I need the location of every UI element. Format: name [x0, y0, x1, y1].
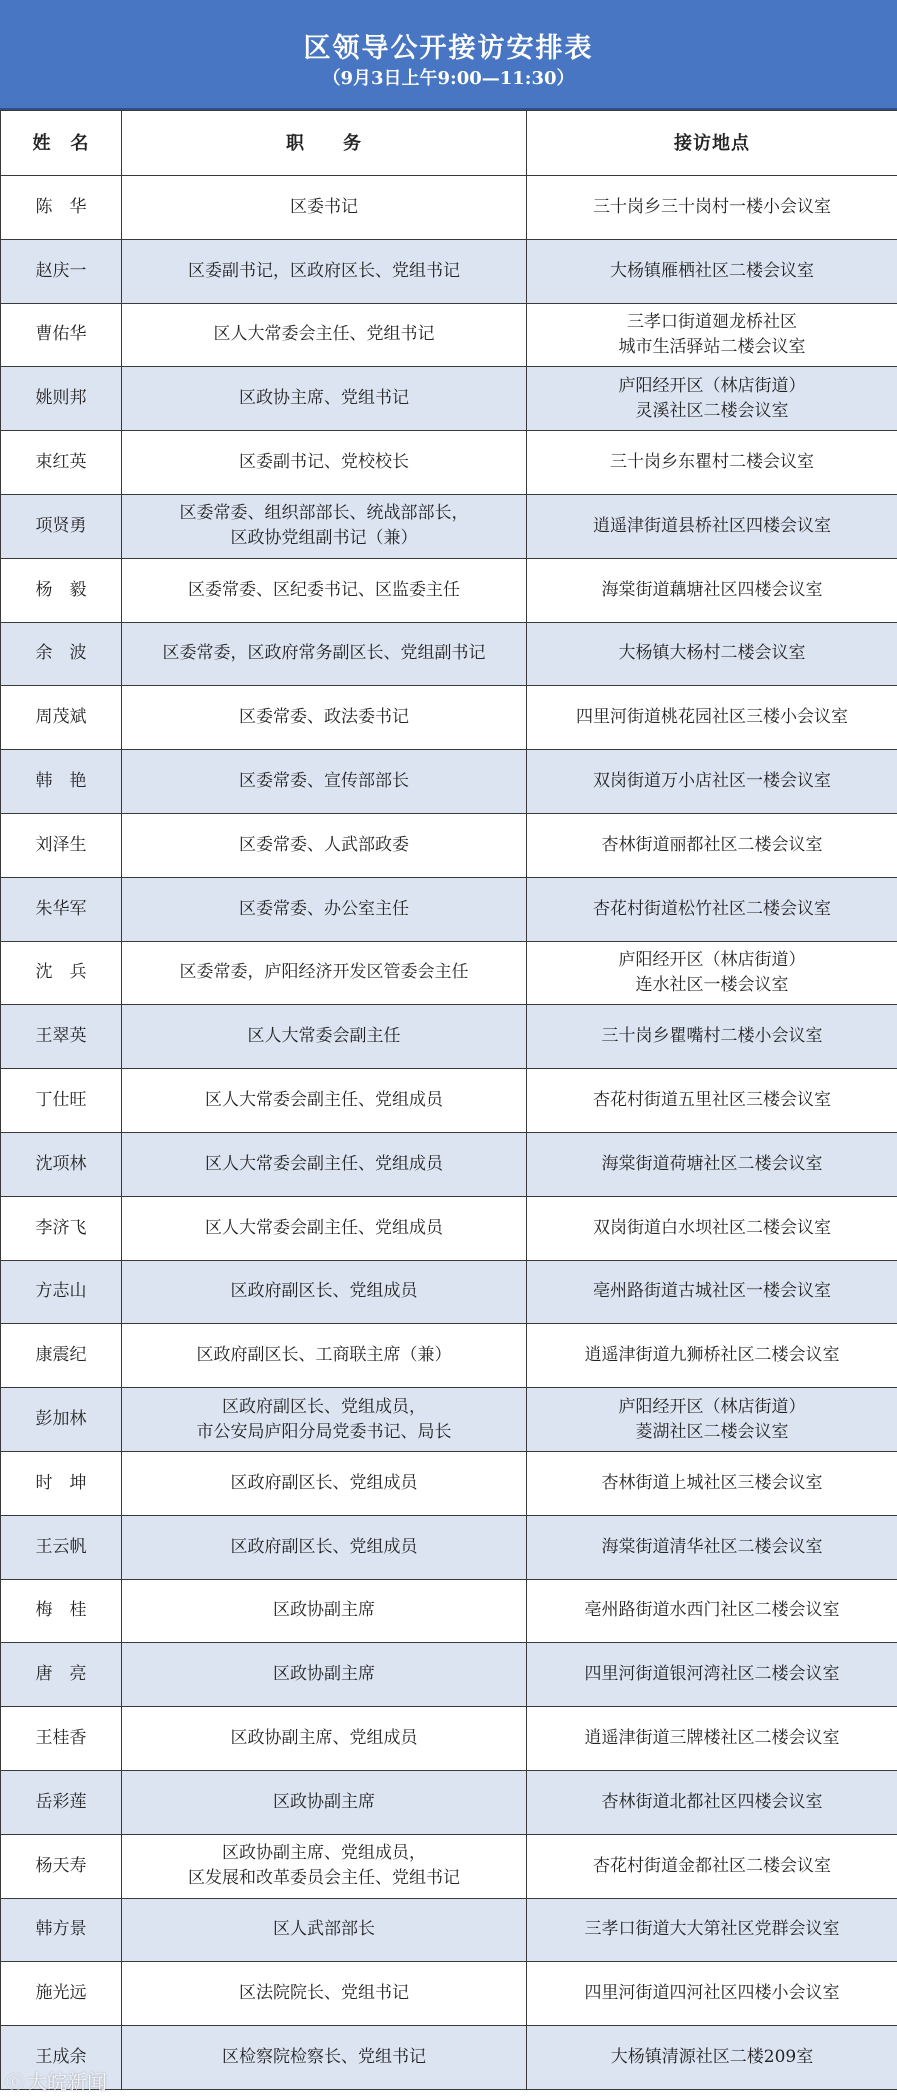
cell-location-line: 海棠街道清华社区二楼会议室	[601, 1536, 823, 1557]
cell-position-line: 区发展和改革委员会主任、党组书记	[188, 1868, 460, 1889]
cell-position	[122, 1132, 527, 1196]
schedule-table	[0, 110, 897, 2090]
cell-location	[527, 303, 897, 367]
cell-location-line: 三孝口街道大大第社区党群会议室	[584, 1919, 840, 1940]
cell-location-line: 三十岗乡三十岗村一楼小会议室	[593, 196, 831, 217]
cell-name: 方志山	[1, 1260, 122, 1324]
cell-name: 束红英	[1, 431, 122, 495]
app-logo-icon: ⓒ	[6, 2073, 24, 2094]
cell-name: 周茂斌	[1, 686, 122, 750]
cell-position-line: 区人武部部长	[273, 1919, 375, 1940]
cell-location	[527, 558, 897, 622]
cell-position-line: 区委常委、组织部部长、统战部部长，	[179, 503, 469, 524]
table-header-banner	[0, 0, 897, 110]
cell-name: 沈项林	[1, 1132, 122, 1196]
cell-location-line: 海棠街道荷塘社区二楼会议室	[601, 1153, 823, 1174]
cell-location	[527, 239, 897, 303]
cell-location-line: 连水社区一楼会议室	[635, 974, 789, 995]
cell-position	[122, 1260, 527, 1324]
cell-location	[527, 1834, 897, 1898]
cell-location	[527, 1260, 897, 1324]
cell-location-line: 三孝口街道廻龙桥社区	[627, 311, 797, 332]
cell-position-line: 区人大常委会副主任、党组成员	[205, 1153, 443, 1174]
cell-position	[122, 1196, 527, 1260]
cell-location-line: 杏林街道北都社区四楼会议室	[601, 1791, 823, 1812]
column-header-name: 姓 名	[1, 111, 122, 176]
cell-position	[122, 1770, 527, 1834]
cell-position	[122, 1962, 527, 2026]
cell-location	[527, 1515, 897, 1579]
cell-name: 时 坤	[1, 1451, 122, 1515]
cell-position	[122, 1388, 527, 1452]
table-row	[1, 2026, 897, 2090]
cell-name: 曹佑华	[1, 303, 122, 367]
cell-position-line: 区检察院检察长、党组书记	[222, 2047, 426, 2067]
table-row	[1, 303, 897, 367]
cell-name: 杨 毅	[1, 558, 122, 622]
cell-position	[122, 1579, 527, 1643]
page-title: 区领导公开接访安排表	[303, 33, 594, 64]
cell-location-line: 逍遥津街道三牌楼社区二楼会议室	[584, 1728, 840, 1749]
cell-location	[527, 1132, 897, 1196]
cell-location-line: 杏林街道丽都社区二楼会议室	[601, 834, 823, 855]
table-row	[1, 622, 897, 686]
cell-position-line: 区政府副区长、党组成员	[230, 1536, 418, 1557]
cell-location	[527, 431, 897, 495]
cell-position-line: 区人大常委会副主任	[247, 1026, 401, 1047]
table-row	[1, 1962, 897, 2026]
table-row	[1, 176, 897, 240]
cell-location	[527, 1962, 897, 2026]
cell-location-line: 庐阳经开区（林店街道）	[618, 949, 806, 970]
cell-position-line: 区委常委，庐阳经济开发区管委会主任	[179, 962, 469, 983]
cell-location-line: 逍遥津街道县桥社区四楼会议室	[593, 515, 831, 536]
cell-location	[527, 2026, 897, 2090]
cell-location	[527, 1770, 897, 1834]
cell-name: 韩 艳	[1, 750, 122, 814]
cell-position-line: 区政协副主席、党组成员，	[222, 1843, 426, 1864]
cell-position	[122, 494, 527, 558]
table-row	[1, 1260, 897, 1324]
cell-position	[122, 622, 527, 686]
column-header-location: 接访地点	[527, 111, 897, 176]
cell-location	[527, 1643, 897, 1707]
cell-position-line: 区委常委、人武部政委	[239, 834, 409, 855]
cell-location	[527, 1707, 897, 1771]
cell-position-line: 区委常委、办公室主任	[239, 898, 409, 919]
table-row	[1, 1451, 897, 1515]
cell-position-line: 区政府副区长、工商联主席（兼）	[196, 1345, 452, 1366]
watermark	[6, 2066, 107, 2095]
cell-location-line: 庐阳经开区（林店街道）	[618, 375, 806, 396]
cell-position-line: 区委副书记，区政府区长、党组书记	[188, 260, 460, 281]
cell-location-line: 杏花村街道松竹社区二楼会议室	[593, 898, 831, 919]
cell-location-line: 四里河街道银河湾社区二楼会议室	[584, 1664, 840, 1685]
cell-position	[122, 1643, 527, 1707]
table-row	[1, 1643, 897, 1707]
cell-position-line: 区政府副区长、党组成员，	[222, 1396, 426, 1417]
cell-position-line: 区法院院长、党组书记	[239, 1983, 409, 2004]
cell-position-line: 区委常委，区政府常务副区长、党组副书记	[162, 643, 486, 664]
cell-location-line: 四里河街道桃花园社区三楼小会议室	[576, 707, 848, 728]
cell-location-line: 杏林街道上城社区三楼会议室	[601, 1472, 823, 1493]
cell-position	[122, 239, 527, 303]
cell-name: 杨天寿	[1, 1834, 122, 1898]
table-row	[1, 686, 897, 750]
cell-name: 梅 桂	[1, 1579, 122, 1643]
cell-name: 韩方景	[1, 1898, 122, 1962]
cell-position	[122, 750, 527, 814]
cell-location-line: 亳州路街道古城社区一楼会议室	[593, 1281, 831, 1302]
table-row	[1, 1324, 897, 1388]
cell-position	[122, 367, 527, 431]
cell-location-line: 三十岗乡瞿嘴村二楼小会议室	[601, 1026, 823, 1047]
cell-location-line: 四里河街道四河社区四楼小会议室	[584, 1983, 840, 2004]
cell-location-line: 双岗街道白水坝社区二楼会议室	[593, 1217, 831, 1238]
cell-location-line: 亳州路街道水西门社区二楼会议室	[584, 1600, 840, 1621]
cell-position-line: 区政协副主席	[273, 1791, 375, 1812]
cell-name: 余 波	[1, 622, 122, 686]
cell-position-line: 区人大常委会主任、党组书记	[213, 324, 435, 345]
cell-position	[122, 1005, 527, 1069]
cell-location-line: 杏花村街道五里社区三楼会议室	[593, 1090, 831, 1111]
cell-location	[527, 1069, 897, 1133]
table-row	[1, 1834, 897, 1898]
cell-location-line: 大杨镇大杨村二楼会议室	[618, 643, 806, 664]
cell-location	[527, 367, 897, 431]
cell-position	[122, 1451, 527, 1515]
cell-position-line: 区政府副区长、党组成员	[230, 1472, 418, 1493]
cell-location-line: 三十岗乡东瞿村二楼会议室	[610, 452, 814, 473]
cell-location	[527, 941, 897, 1005]
cell-location-line: 灵溪社区二楼会议室	[635, 400, 789, 421]
cell-position-line: 区政协主席、党组书记	[239, 388, 409, 409]
cell-location-line: 逍遥津街道九狮桥社区二楼会议室	[584, 1345, 840, 1366]
cell-location	[527, 1898, 897, 1962]
table-row	[1, 1579, 897, 1643]
cell-location-line: 菱湖社区二楼会议室	[635, 1421, 789, 1442]
cell-position-line: 区委常委、区纪委书记、区监委主任	[188, 579, 460, 600]
cell-location-line: 海棠街道藕塘社区四楼会议室	[601, 579, 823, 600]
table-row	[1, 1898, 897, 1962]
cell-position-line: 区委书记	[290, 196, 358, 217]
cell-location	[527, 813, 897, 877]
cell-position	[122, 1069, 527, 1133]
cell-position	[122, 1898, 527, 1962]
cell-name: 赵庆一	[1, 239, 122, 303]
cell-position	[122, 941, 527, 1005]
cell-name: 丁仕旺	[1, 1069, 122, 1133]
cell-position	[122, 813, 527, 877]
cell-name: 沈 兵	[1, 941, 122, 1005]
cell-location	[527, 750, 897, 814]
cell-name: 唐 亮	[1, 1643, 122, 1707]
cell-name: 施光远	[1, 1962, 122, 2026]
cell-location	[527, 176, 897, 240]
cell-name: 王云帆	[1, 1515, 122, 1579]
column-header-position: 职 务	[122, 111, 527, 176]
cell-name: 岳彩莲	[1, 1770, 122, 1834]
cell-location	[527, 1451, 897, 1515]
cell-position-line: 区委常委、政法委书记	[239, 707, 409, 728]
cell-position-line: 区政协副主席	[273, 1600, 375, 1621]
cell-location-line: 双岗街道万小店社区一楼会议室	[593, 771, 831, 792]
cell-name: 朱华军	[1, 877, 122, 941]
table-row	[1, 494, 897, 558]
column-header-row	[1, 111, 897, 176]
cell-name: 彭加林	[1, 1388, 122, 1452]
cell-position	[122, 2026, 527, 2090]
cell-location	[527, 1005, 897, 1069]
cell-position	[122, 303, 527, 367]
table-row	[1, 750, 897, 814]
cell-location	[527, 686, 897, 750]
cell-position-line: 区人大常委会副主任、党组成员	[205, 1090, 443, 1111]
watermark-text: 大皖新闻	[27, 2070, 107, 2094]
table-row	[1, 1069, 897, 1133]
cell-location	[527, 622, 897, 686]
table-row	[1, 558, 897, 622]
table-row	[1, 1132, 897, 1196]
cell-name: 项贤勇	[1, 494, 122, 558]
cell-location-line: 城市生活驿站二楼会议室	[618, 336, 806, 357]
table-row	[1, 1770, 897, 1834]
cell-location	[527, 1196, 897, 1260]
table-row	[1, 1005, 897, 1069]
table-row	[1, 1707, 897, 1771]
table-row	[1, 813, 897, 877]
cell-position	[122, 877, 527, 941]
table-body	[1, 176, 897, 2090]
table-row	[1, 239, 897, 303]
table-row	[1, 1388, 897, 1452]
cell-position	[122, 1515, 527, 1579]
cell-position-line: 区人大常委会副主任、党组成员	[205, 1217, 443, 1238]
cell-name: 康震纪	[1, 1324, 122, 1388]
cell-position-line: 市公安局庐阳分局党委书记、局长	[196, 1421, 452, 1442]
cell-position-line: 区政协党组副书记（兼）	[230, 528, 418, 549]
table-row	[1, 1196, 897, 1260]
cell-position	[122, 558, 527, 622]
cell-position	[122, 1834, 527, 1898]
cell-location	[527, 1579, 897, 1643]
cell-position	[122, 1707, 527, 1771]
cell-position	[122, 686, 527, 750]
cell-name: 王桂香	[1, 1707, 122, 1771]
cell-position-line: 区委常委、宣传部部长	[239, 771, 409, 792]
table-row	[1, 367, 897, 431]
table-row	[1, 877, 897, 941]
cell-position	[122, 176, 527, 240]
table-row	[1, 1515, 897, 1579]
table-row	[1, 431, 897, 495]
cell-name: 刘泽生	[1, 813, 122, 877]
cell-position-line: 区政协副主席、党组成员	[230, 1728, 418, 1749]
cell-name: 李济飞	[1, 1196, 122, 1260]
cell-name: 姚则邦	[1, 367, 122, 431]
cell-name: 王成余	[1, 2026, 122, 2090]
cell-location-line: 大杨镇雁栖社区二楼会议室	[610, 260, 814, 281]
cell-name: 王翠英	[1, 1005, 122, 1069]
cell-position	[122, 431, 527, 495]
cell-name: 陈 华	[1, 176, 122, 240]
cell-location-line: 杏花村街道金都社区二楼会议室	[593, 1855, 831, 1876]
cell-location-line: 庐阳经开区（林店街道）	[618, 1396, 806, 1417]
cell-position-line: 区委副书记、党校校长	[239, 452, 409, 473]
cell-position-line: 区政府副区长、党组成员	[230, 1281, 418, 1302]
cell-position	[122, 1324, 527, 1388]
cell-location	[527, 1388, 897, 1452]
table-row	[1, 941, 897, 1005]
cell-location	[527, 877, 897, 941]
cell-location-line: 大杨镇清源社区二楼209室	[610, 2047, 814, 2067]
cell-location	[527, 494, 897, 558]
cell-location	[527, 1324, 897, 1388]
page-subtitle: （9月3日上午9:00—11:30）	[322, 68, 575, 89]
cell-position-line: 区政协副主席	[273, 1664, 375, 1685]
